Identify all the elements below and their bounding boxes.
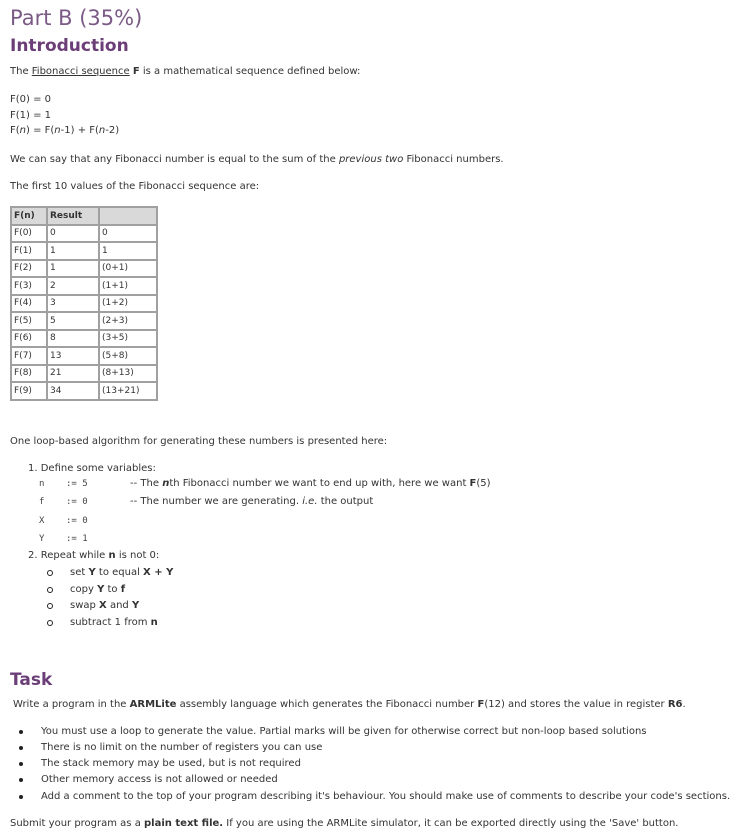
text: Fibonacci numbers. [403, 154, 504, 165]
italic-text: previous two [338, 154, 404, 165]
definition-f0: F(0) = 0 [10, 94, 52, 105]
var-n-comment [130, 478, 491, 489]
text: -- The [130, 478, 163, 489]
bullet-icon [19, 762, 23, 766]
var-y-name: Y [39, 534, 45, 544]
italic-text: i.e. [302, 496, 318, 507]
task-requirement: You must use a loop to generate the value. Partial marks will be given for otherwise correct but non-loop based solutions [41, 726, 647, 737]
loop-step-subtract [70, 617, 158, 628]
task-paragraph [13, 699, 686, 710]
text: Submit your program as a [10, 818, 145, 829]
text: . [682, 699, 686, 710]
text: (12) and stores the value in register [484, 699, 668, 710]
section-heading-introduction: Introduction [10, 36, 129, 56]
text: -1) + F( [60, 125, 99, 136]
table-cell: 1 [47, 260, 99, 278]
text: is a mathematical sequence defined below: [139, 66, 361, 77]
table-cell: (3+5) [99, 330, 157, 348]
column-header: F(n) [11, 207, 47, 225]
loop-step-set-y [70, 567, 173, 578]
text: Write a program in the [13, 699, 130, 710]
bullet-icon [19, 746, 23, 750]
fibonacci-sequence-link[interactable]: Fibonacci sequence [31, 66, 130, 77]
circle-bullet-icon [47, 603, 53, 609]
table-row [11, 225, 157, 243]
circle-bullet-icon [47, 587, 53, 593]
table-header-row [11, 207, 157, 225]
text: assembly language which generates the Fibonacci number [176, 699, 478, 710]
table-cell: (13+21) [99, 382, 157, 400]
submission-instructions [10, 818, 679, 829]
text: to equal [95, 567, 144, 578]
fibonacci-table [10, 206, 158, 401]
var-x-name: X [39, 516, 45, 526]
table-row [11, 382, 157, 400]
bold-text: R6 [667, 699, 683, 710]
table-cell: 0 [99, 225, 157, 243]
column-header [99, 207, 157, 225]
bold-italic-text: n [162, 478, 170, 489]
text: F( [10, 125, 20, 136]
table-cell: 8 [47, 330, 99, 348]
text: swap [70, 600, 100, 611]
task-requirement: Add a comment to the top of your program describing it's behaviour. You should make use of comments to describe your code's sections. [41, 791, 731, 802]
text: copy [70, 584, 98, 595]
table-row [11, 347, 157, 365]
table-row [11, 277, 157, 295]
var-f-comment [130, 496, 373, 507]
text: -- The number we are generating. [130, 496, 303, 507]
bold-text: Y [131, 600, 140, 611]
table-row [11, 295, 157, 313]
bullet-icon [19, 795, 23, 799]
text: and [106, 600, 132, 611]
text: is not 0: [115, 550, 160, 561]
table-cell: F(2) [11, 260, 47, 278]
bold-text: Y [88, 567, 96, 578]
section-heading-task: Task [10, 670, 53, 690]
var-f-name: f [39, 497, 45, 507]
circle-bullet-icon [47, 620, 53, 626]
text: (5) [476, 478, 491, 489]
bold-text: f [120, 584, 126, 595]
table-cell: F(0) [11, 225, 47, 243]
italic-text: n [54, 125, 61, 136]
bullet-icon [19, 778, 23, 782]
bold-text: ARMLite [129, 699, 177, 710]
task-requirement: Other memory access is not allowed or needed [41, 774, 278, 785]
text: to [104, 584, 121, 595]
bold-text: F [132, 66, 140, 77]
algorithm-step-2 [28, 550, 159, 561]
var-y-assign: := 1 [66, 534, 88, 544]
text: set [70, 567, 89, 578]
table-cell: F(4) [11, 295, 47, 313]
bold-text: n [108, 550, 116, 561]
var-n-assign: := 5 [66, 479, 88, 489]
intro-paragraph [10, 66, 360, 77]
table-row [11, 365, 157, 383]
var-n-name: n [39, 479, 45, 489]
table-cell: F(9) [11, 382, 47, 400]
var-f-assign: := 0 [66, 497, 88, 507]
bold-text: n [150, 617, 158, 628]
table-cell: F(6) [11, 330, 47, 348]
task-requirement: There is no limit on the number of registers you can use [41, 742, 323, 753]
text: the output [317, 496, 374, 507]
definition-fn [10, 125, 119, 136]
table-cell: 0 [47, 225, 99, 243]
table-cell: (8+13) [99, 365, 157, 383]
table-cell: F(1) [11, 242, 47, 260]
table-cell: 1 [47, 242, 99, 260]
loop-step-swap [70, 600, 139, 611]
table-cell: 5 [47, 312, 99, 330]
text: If you are using the ARMLite simulator, it can be exported directly using the 'Save' button. [223, 818, 679, 829]
text: The [10, 66, 32, 77]
first-ten-values-paragraph: The first 10 values of the Fibonacci sequence are: [10, 181, 260, 192]
table-cell: (0+1) [99, 260, 157, 278]
text: ) = F( [26, 125, 55, 136]
circle-bullet-icon [47, 570, 53, 576]
text: th Fibonacci number we want to end up with, here we want [169, 478, 470, 489]
bold-text: X [99, 600, 107, 611]
table-cell: (1+1) [99, 277, 157, 295]
table-cell: F(3) [11, 277, 47, 295]
table-cell: 3 [47, 295, 99, 313]
table-cell: F(5) [11, 312, 47, 330]
table-cell: 21 [47, 365, 99, 383]
text: subtract 1 from [70, 617, 151, 628]
bold-text: plain text file. [144, 818, 224, 829]
loop-step-copy-y [70, 584, 125, 595]
table-row [11, 312, 157, 330]
italic-text: n [19, 125, 26, 136]
bold-text: X + Y [143, 567, 174, 578]
table-cell: 34 [47, 382, 99, 400]
definition-f1: F(1) = 1 [10, 110, 52, 121]
table-row [11, 242, 157, 260]
table-row [11, 330, 157, 348]
table-cell: 1 [99, 242, 157, 260]
algorithm-intro: One loop-based algorithm for generating these numbers is presented here: [10, 436, 388, 447]
table-cell: (5+8) [99, 347, 157, 365]
task-requirement: The stack memory may be used, but is not required [41, 758, 301, 769]
table-cell: F(7) [11, 347, 47, 365]
previous-two-paragraph [10, 154, 504, 165]
text: -2) [105, 125, 120, 136]
bold-text: Y [97, 584, 105, 595]
table-cell: (1+2) [99, 295, 157, 313]
table-cell: F(8) [11, 365, 47, 383]
table-cell: 13 [47, 347, 99, 365]
part-title: Part B (35%) [10, 6, 143, 30]
italic-text: n [98, 125, 106, 136]
table-cell: 2 [47, 277, 99, 295]
table-row [11, 260, 157, 278]
text: 2. Repeat while [28, 550, 109, 561]
bold-text: F [469, 478, 477, 489]
text: We can say that any Fibonacci number is equal to the sum of the [10, 154, 339, 165]
column-header: Result [47, 207, 99, 225]
algorithm-step-1: 1. Define some variables: [28, 463, 156, 474]
bold-text: F [477, 699, 485, 710]
var-x-assign: := 0 [66, 516, 88, 526]
table-cell: (2+3) [99, 312, 157, 330]
bullet-icon [19, 730, 23, 734]
